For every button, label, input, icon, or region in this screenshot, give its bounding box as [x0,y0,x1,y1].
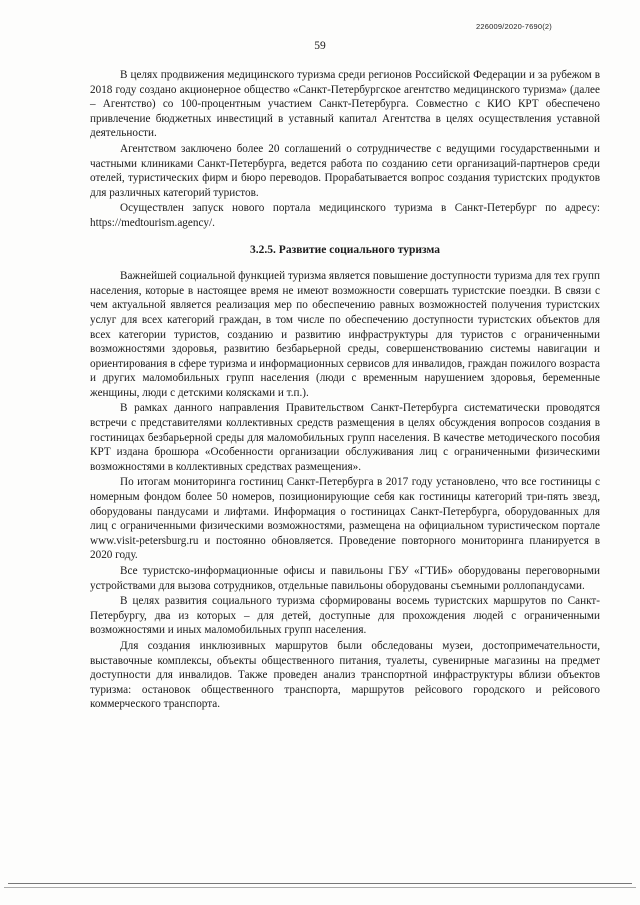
paragraph: В рамках данного направления Правительством Санкт-Петербурга систематически проводятся встречи с представителями коллективных средств размещения в целях обсуждения вопросов создания в гостиницах безбарьерной среды для маломобильных групп населения. В качестве методического пособия КРТ издана брошюра «Особенности организации обслуживания лиц с ограниченными физическими возможностями в коллективных средствах размещения». [90,402,600,473]
page-number: 59 [314,40,326,52]
footer-divider [8,883,632,884]
paragraph: Для создания инклюзивных маршрутов были обследованы музеи, достопримечательности, выставочные комплексы, объекты общественного питания, туалеты, сувенирные магазины на предмет доступности для инвалидов. Также проведен анализ транспортной инфраструктуры вблизи объектов туризма: остановок общественного транспорта, маршрутов рейсового городского и рейсового коммерческого транспорта. [90,639,600,711]
document-number: 226009/2020-7690(2) [476,22,552,31]
footer-divider [4,887,636,888]
paragraph: В целях продвижения медицинского туризма среди регионов Российской Федерации и за рубежом в 2018 году создано акционерное общество «Санкт-Петербургское агентство медицинского туризма» (далее – Агентство) со 100-процентным участием Санкт-Петербурга. Совместно с КИО КРТ обеспечено привлечение бюджетных инвестиций в уставный капитал Агентства в целях осуществления уставной деятельности. [90,69,600,140]
paragraph: Агентством заключено более 20 соглашений о сотрудничестве с ведущими государственными и частными клиниками Санкт-Петербурга, ведется работа по созданию сети организаций-партнеров среди отелей, туристических фирм и бюро переводов. Прорабатывается вопрос создания туристских продуктов для различных категорий туристов. [90,142,600,199]
paragraph: По итогам мониторинга гостиниц Санкт-Петербурга в 2017 году установлено, что все гостиницы с номерным фондом более 50 номеров, позиционирующие себя как гостиницы категорий три-пять звезд, оборудованы пандусами и лифтами. Информация о гостиницах Санкт-Петербурга, оборудованных для лиц с ограниченными физическими возможностями, размещена на официальном туристическом портале www.visit-petersburg.ru и постоянно обновляется. Проведение повторного мониторинга планируется в 2020 году. [90,476,600,562]
document-body [90,68,600,713]
paragraph: В целях развития социального туризма сформированы восемь туристских маршрутов по Санкт-Петербургу, два из которых – для детей, доступные для прохождения людей с ограниченными возможностями и иных маломобильных групп населения. [90,595,600,637]
paragraph: Все туристско-информационные офисы и павильоны ГБУ «ГТИБ» оборудованы переговорными устройствами для вызова сотрудников, отдельные павильоны оборудованы съемными роллопандусами. [90,565,600,592]
section-heading: 3.2.5. Развитие социального туризма [250,243,440,256]
paragraph: Важнейшей социальной функцией туризма является повышение доступности туризма для тех групп населения, которые в настоящее время не имеют возможности совершать туристские поездки. В связи с чем актуальной является реализация мер по обеспечению равных возможностей получения туристских услуг для всех категорий граждан, в том числе по обеспечению доступности туристских объектов для всех категории туристов, созданию и развитию инфраструктуры для туристов с ограниченными возможностями здоровья, развитию безбарьерной среды, совершенствованию системы навигации и ориентирования в сфере туризма и информационных сервисов для инвалидов, граждан пожилого возраста и других маломобильных групп населения (люди с временным нарушением здоровья, беременные женщины, люди с детскими колясками и т.п.). [90,270,600,399]
paragraph: Осуществлен запуск нового портала медицинского туризма в Санкт-Петербург по адресу: https://medtourism.agency/. [90,202,600,229]
